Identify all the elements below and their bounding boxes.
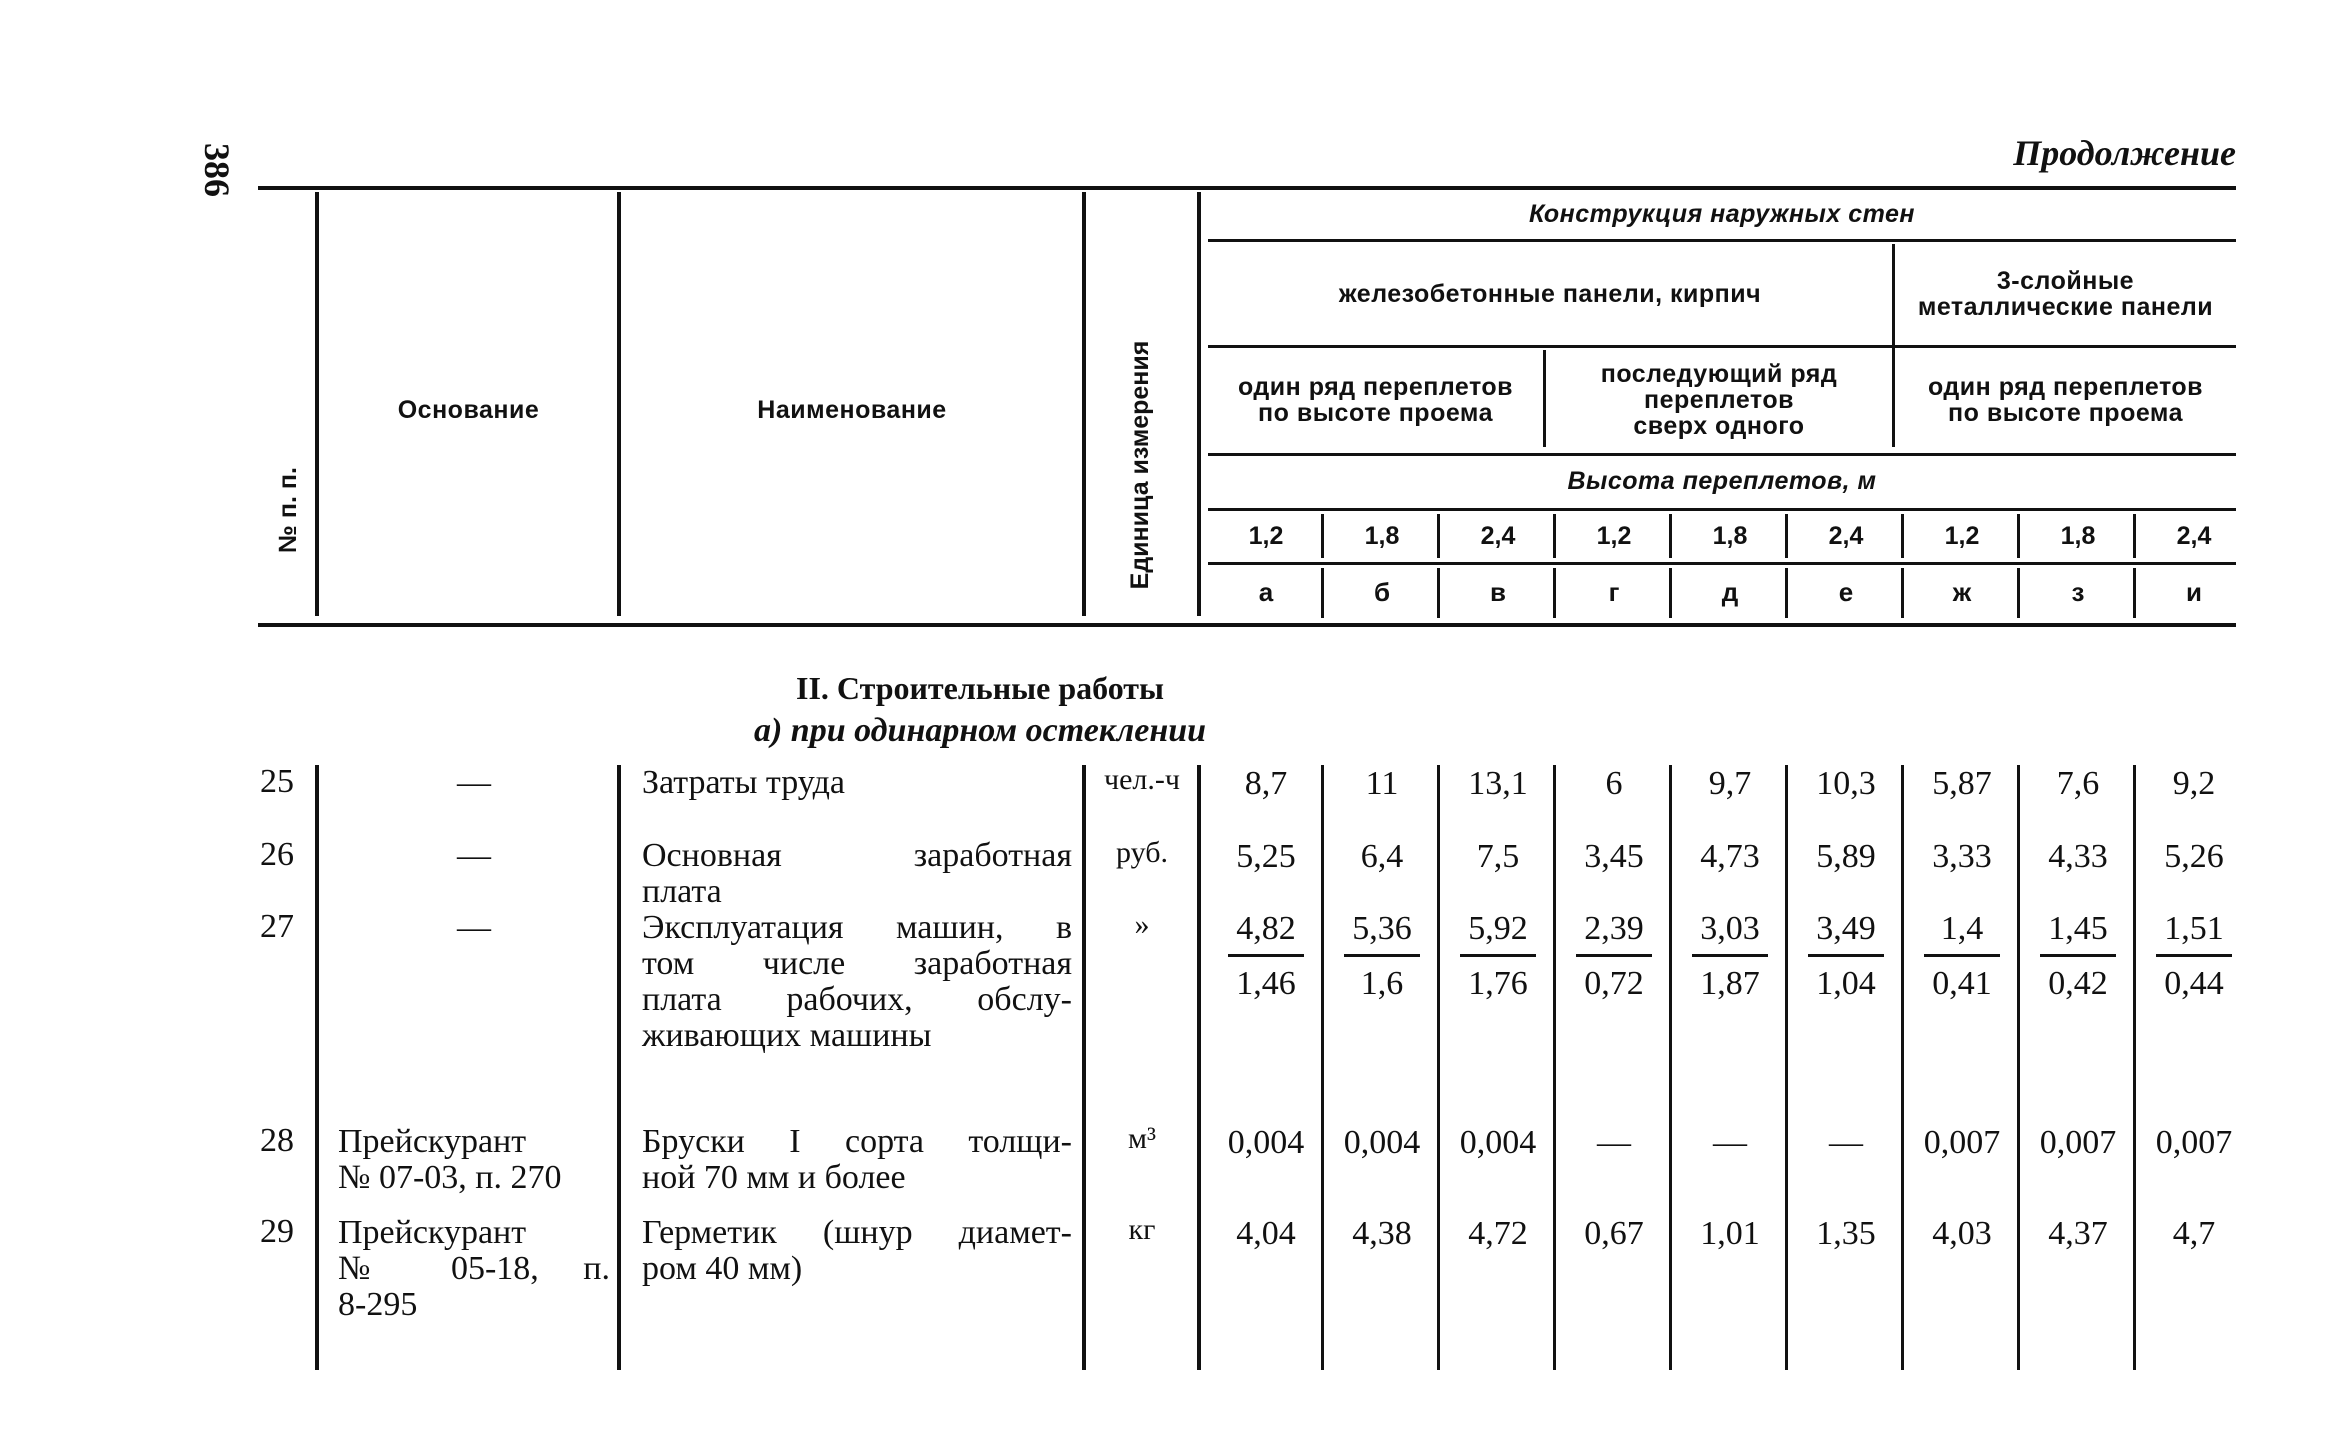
row-fraction — [2136, 910, 2252, 1003]
row-fraction — [1556, 910, 1672, 1003]
column-letter-ж: ж — [1952, 577, 1972, 608]
row-basis-line: Прейскурант — [338, 1214, 527, 1251]
row-value: 0,004 — [1459, 1124, 1537, 1161]
fraction-numerator: 4,82 — [1236, 910, 1296, 947]
row-value: 5,89 — [1816, 838, 1876, 875]
row-fraction — [1208, 910, 1324, 1003]
row-basis — [338, 838, 610, 874]
letter-sep-5 — [1785, 568, 1788, 618]
header-sub-b-line2: переплетов — [1644, 385, 1794, 414]
height-value-0: 1,2 — [1248, 521, 1284, 550]
row-name — [642, 838, 1072, 910]
letter-sep-3 — [1553, 568, 1556, 618]
row-number: 25 — [260, 763, 294, 800]
row-name-line: Затраты труда — [642, 764, 846, 801]
row-value: 3,45 — [1584, 838, 1644, 875]
header-bottom-rule — [258, 623, 2236, 627]
row-value: 1,01 — [1700, 1215, 1760, 1252]
row-unit: чел.-ч — [1104, 763, 1180, 796]
fraction-bar — [1692, 954, 1768, 957]
row-basis-line: — — [457, 764, 491, 801]
row-value: 7,6 — [2056, 765, 2100, 802]
row-value: 5,87 — [1932, 765, 1992, 802]
header-num-label: № п. п. — [273, 467, 302, 553]
section-title: II. Строительные работы — [795, 670, 1164, 706]
row-name-line: ной 70 мм и более — [642, 1159, 906, 1196]
row-number: 28 — [260, 1122, 294, 1159]
header-sub-a-line1: один ряд переплетов — [1237, 372, 1514, 401]
header-vline-4 — [1197, 192, 1201, 616]
row-value: 6 — [1605, 765, 1623, 802]
row-value: 0,007 — [2155, 1124, 2233, 1161]
row-name-line: Герметик (шнур диамет- — [642, 1214, 1072, 1251]
height-value-8: 2,4 — [2176, 521, 2212, 550]
column-letter-б: б — [1373, 577, 1391, 608]
row-fraction — [1440, 910, 1556, 1003]
column-letter-г: г — [1608, 577, 1620, 608]
header-vline-3 — [1082, 192, 1086, 616]
header-sub-c-line1: один ряд переплетов — [1927, 372, 2204, 401]
row-value: 7,5 — [1476, 838, 1520, 875]
row-name — [642, 1215, 1072, 1287]
height-sep-1 — [1321, 514, 1324, 558]
row-basis — [338, 1215, 610, 1323]
row-basis-line: № 05-18, п. — [338, 1250, 610, 1287]
row-value: 1,35 — [1816, 1215, 1876, 1252]
row-unit: м³ — [1128, 1122, 1156, 1155]
row-basis — [338, 910, 610, 946]
fraction-bar — [2156, 954, 2232, 957]
letter-sep-4 — [1669, 568, 1672, 618]
row-number: 26 — [260, 836, 294, 873]
height-sep-5 — [1785, 514, 1788, 558]
letter-sep-7 — [2017, 568, 2020, 618]
row-value: 4,7 — [2172, 1215, 2216, 1252]
row-value: 3,33 — [1932, 838, 1992, 875]
header-hline-e — [1208, 562, 2236, 565]
letter-sep-8 — [2133, 568, 2136, 618]
row-value: 4,38 — [1352, 1215, 1412, 1252]
row-basis — [338, 1124, 610, 1196]
column-letter-з: з — [2071, 577, 2085, 608]
fraction-bar — [1228, 954, 1304, 957]
row-basis — [338, 765, 610, 801]
section-subtitle: а) при одинарном остеклении — [753, 712, 1207, 749]
fraction-bar — [1344, 954, 1420, 957]
header-hline-d — [1208, 508, 2236, 511]
row-unit: кг — [1128, 1213, 1156, 1246]
header-basis-label: Основание — [397, 395, 540, 424]
height-value-5: 2,4 — [1828, 521, 1864, 550]
header-sub-b-line1: последующий ряд — [1600, 359, 1838, 388]
header-group-metal — [1895, 244, 2236, 344]
row-name — [642, 765, 1072, 801]
column-letter-и: и — [2186, 577, 2202, 608]
body-vline-main-1 — [617, 765, 621, 1370]
height-value-4: 1,8 — [1712, 521, 1748, 550]
height-value-1: 1,8 — [1364, 521, 1400, 550]
height-value-7: 1,8 — [2060, 521, 2096, 550]
row-value: 4,03 — [1932, 1215, 1992, 1252]
fraction-numerator: 5,36 — [1352, 910, 1412, 947]
row-value: 10,3 — [1816, 765, 1876, 802]
row-value: 5,26 — [2164, 838, 2224, 875]
height-sep-6 — [1901, 514, 1904, 558]
header-sub-b — [1546, 350, 1892, 450]
row-fraction — [1324, 910, 1440, 1003]
fraction-numerator: 3,03 — [1700, 910, 1760, 947]
body-vline-main-0 — [315, 765, 319, 1370]
row-fraction — [1904, 910, 2020, 1003]
fraction-numerator: 1,51 — [2164, 910, 2224, 947]
row-value: — — [1713, 1124, 1747, 1161]
header-top-rule — [258, 186, 2236, 190]
row-value: 8,7 — [1244, 765, 1288, 802]
row-fraction — [1788, 910, 1904, 1003]
fraction-denominator: 1,6 — [1360, 965, 1404, 1002]
row-value: 4,73 — [1700, 838, 1760, 875]
height-value-3: 1,2 — [1596, 521, 1632, 550]
row-name — [642, 1124, 1072, 1196]
header-sub-c — [1895, 350, 2236, 450]
row-value: 9,7 — [1708, 765, 1752, 802]
letter-sep-1 — [1321, 568, 1324, 618]
row-basis-line: — — [457, 909, 491, 946]
height-value-2: 2,4 — [1480, 521, 1516, 550]
fraction-bar — [2040, 954, 2116, 957]
fraction-bar — [1576, 954, 1652, 957]
fraction-numerator: 2,39 — [1584, 910, 1644, 947]
fraction-numerator: 1,4 — [1940, 910, 1984, 947]
row-number: 29 — [260, 1213, 294, 1250]
row-value: 0,004 — [1227, 1124, 1305, 1161]
row-value: 4,33 — [2048, 838, 2108, 875]
row-value: 6,4 — [1360, 838, 1404, 875]
row-basis-line: № 07-03, п. 270 — [338, 1159, 562, 1196]
body-vline-main-3 — [1197, 765, 1201, 1370]
row-name-line: живающих машины — [642, 1017, 932, 1054]
fraction-denominator: 1,04 — [1816, 965, 1876, 1002]
row-value: 0,004 — [1343, 1124, 1421, 1161]
body-vline-main-2 — [1082, 765, 1086, 1370]
row-name-line: ром 40 мм) — [642, 1250, 803, 1287]
header-vline-2 — [617, 192, 621, 616]
column-letter-в: в — [1490, 577, 1506, 608]
fraction-denominator: 1,46 — [1236, 965, 1296, 1002]
row-value: 11 — [1365, 765, 1399, 802]
row-name-line: том числе заработная — [642, 945, 1072, 982]
row-unit: руб. — [1116, 836, 1168, 869]
header-unit-label: Единица измерения — [1125, 340, 1154, 590]
row-fraction — [2020, 910, 2136, 1003]
fraction-denominator: 1,87 — [1700, 965, 1760, 1002]
row-value: 4,37 — [2048, 1215, 2108, 1252]
row-number: 27 — [260, 908, 294, 945]
row-name-line: плата — [642, 873, 722, 910]
row-value: — — [1597, 1124, 1631, 1161]
letter-sep-6 — [1901, 568, 1904, 618]
row-value: 13,1 — [1468, 765, 1528, 802]
header-vline-1 — [315, 192, 319, 616]
page-number: 386 — [197, 143, 237, 197]
fraction-bar — [1808, 954, 1884, 957]
fraction-numerator: 5,92 — [1468, 910, 1528, 947]
header-hline-a — [1208, 239, 2236, 242]
header-sub-a — [1208, 350, 1543, 450]
continuation-label: Продолжение — [2013, 133, 2236, 173]
fraction-denominator: 0,41 — [1932, 965, 1992, 1002]
row-value: 5,25 — [1236, 838, 1296, 875]
row-name-line: Эксплуатация машин, в — [642, 909, 1072, 946]
row-value: 0,67 — [1584, 1215, 1644, 1252]
height-sep-3 — [1553, 514, 1556, 558]
row-name-line: плата рабочих, обслу- — [642, 981, 1072, 1018]
header-sub-b-line3: сверх одного — [1633, 412, 1805, 441]
row-fraction — [1672, 910, 1788, 1003]
height-sep-8 — [2133, 514, 2136, 558]
column-letter-д: д — [1721, 577, 1739, 608]
row-name — [642, 910, 1072, 1054]
fraction-bar — [1924, 954, 2000, 957]
row-basis-line: — — [457, 837, 491, 874]
row-unit: » — [1134, 908, 1150, 941]
row-value: 4,72 — [1468, 1215, 1528, 1252]
height-value-6: 1,2 — [1944, 521, 1980, 550]
row-value: — — [1829, 1124, 1863, 1161]
column-letter-е: е — [1838, 577, 1854, 608]
height-sep-4 — [1669, 514, 1672, 558]
header-sub-a-line2: по высоте проема — [1258, 399, 1493, 427]
height-sep-2 — [1437, 514, 1440, 558]
fraction-numerator: 1,45 — [2048, 910, 2108, 947]
row-value: 9,2 — [2172, 765, 2216, 802]
row-basis-line: Прейскурант — [338, 1123, 527, 1160]
header-name-label: Наименование — [757, 395, 947, 424]
row-name-line: Бруски I сорта толщи- — [642, 1123, 1072, 1160]
fraction-denominator: 0,72 — [1584, 965, 1644, 1002]
header-construction: Конструкция наружных стен — [1528, 199, 1916, 228]
header-group-metal-line1: 3-слойные — [1996, 266, 2135, 295]
height-sep-7 — [2017, 514, 2020, 558]
fraction-numerator: 3,49 — [1816, 910, 1876, 947]
header-group-metal-line2: металлические панели — [1917, 293, 2214, 321]
fraction-denominator: 1,76 — [1468, 965, 1528, 1002]
row-basis-line: 8-295 — [338, 1286, 418, 1323]
fraction-bar — [1460, 954, 1536, 957]
fraction-denominator: 0,42 — [2048, 965, 2108, 1002]
row-value: 0,007 — [1923, 1124, 2001, 1161]
header-height-label: Высота переплетов, м — [1567, 466, 1877, 495]
header-group-rc: железобетонные панели, кирпич — [1338, 279, 1762, 308]
header-hline-b — [1208, 345, 2236, 348]
letter-sep-2 — [1437, 568, 1440, 618]
row-value: 4,04 — [1236, 1215, 1296, 1252]
row-value: 0,007 — [2039, 1124, 2117, 1161]
column-letter-а: а — [1258, 577, 1274, 608]
header-sub-c-line2: по высоте проема — [1948, 399, 2183, 427]
fraction-denominator: 0,44 — [2164, 965, 2224, 1002]
row-name-line: Основная заработная — [642, 837, 1072, 874]
